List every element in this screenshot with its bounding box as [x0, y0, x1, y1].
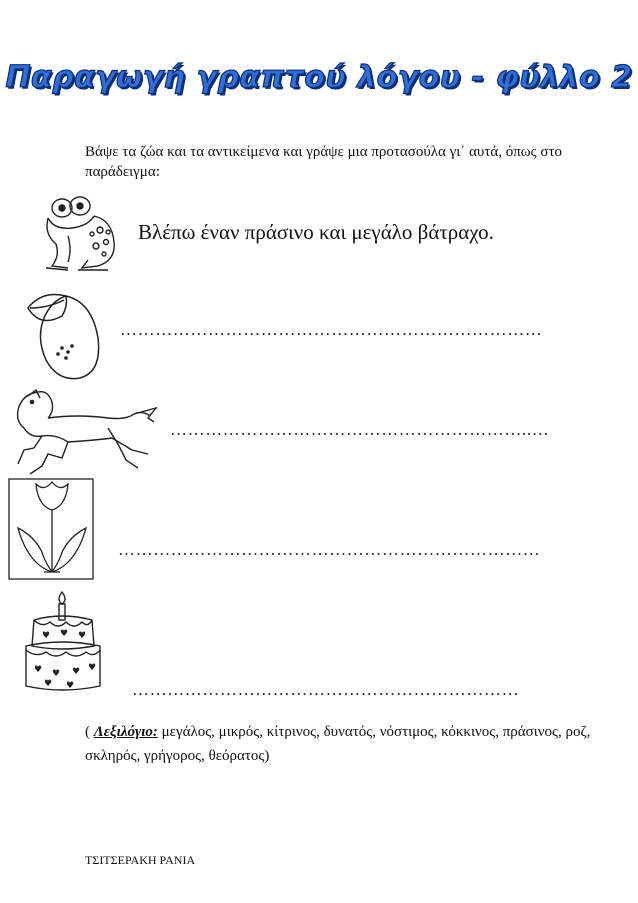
svg-text:♥: ♥	[52, 669, 61, 679]
instruction-text: Βάψε τα ζώα και τα αντικείμενα και γράψε μια προτασούλα γι΄ αυτά, όπως στο παράδειγμα:	[85, 144, 562, 180]
horse-icon	[8, 388, 158, 480]
answer-line-2[interactable]: ……………………………………………………..…	[170, 420, 550, 439]
frog-icon	[38, 190, 120, 274]
svg-text:♥: ♥	[88, 663, 97, 673]
lexicon-words: μεγάλος, μικρός, κίτρινος, δυνατός, νόστιμος, κόκκινος, πράσινος, ροζ, σκληρός, γρήγορος, θεόρατος)	[85, 724, 591, 764]
answer-line-4[interactable]: …………………………………………………………	[132, 680, 520, 699]
cake-icon	[22, 590, 104, 698]
lexicon-label: Λεξιλόγιο:	[93, 724, 158, 740]
lexicon-open: (	[85, 724, 94, 740]
example-sentence: Βλέπω έναν πράσινο και μεγάλο βάτραχο.	[138, 220, 494, 244]
page-title: Παραγωγή γραπτού λόγου - φύλλο 2	[5, 60, 633, 95]
lemon-icon	[22, 288, 108, 384]
svg-text:♥: ♥	[34, 665, 43, 675]
svg-text:♥: ♥	[66, 681, 75, 691]
svg-text:♥: ♥	[60, 629, 69, 639]
answer-line-1[interactable]: ………………………………………………………………	[120, 320, 543, 339]
tulip-icon	[8, 478, 94, 580]
svg-text:♥: ♥	[44, 679, 53, 689]
svg-text:♥: ♥	[42, 631, 51, 641]
lexicon-box	[85, 720, 605, 768]
svg-text:♥: ♥	[78, 631, 87, 641]
svg-text:♥: ♥	[72, 667, 81, 677]
author-footer: ΤΣΙΤΣΕΡΑΚΗ ΡΑΝΙΑ	[85, 853, 196, 867]
answer-line-3[interactable]: ………………………………………………………………	[118, 540, 541, 559]
